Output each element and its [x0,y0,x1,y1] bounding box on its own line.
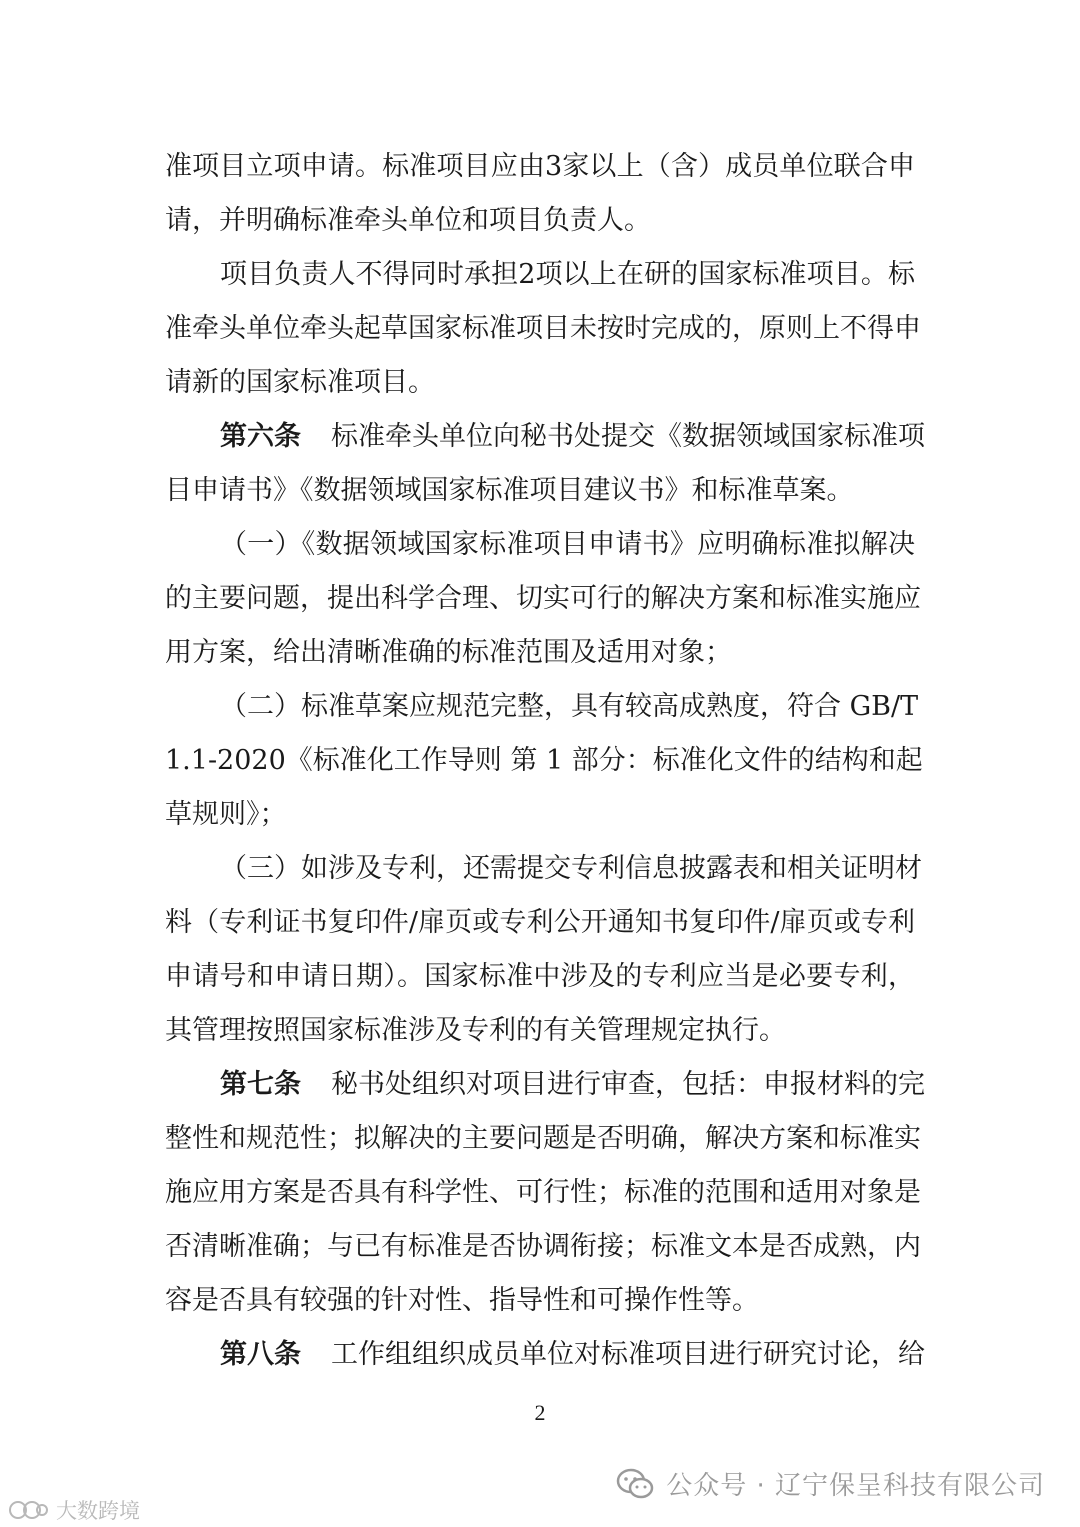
article-heading: 第七条 [220,1069,301,1100]
line-text: 目申请书》《数据领域国家标准项目建议书》和标准草案。 [165,475,854,506]
wechat-icon [616,1468,654,1500]
line-text: 请，并明确标准牵头单位和项目负责人。 [165,205,651,236]
line-text: 的主要问题，提出科学合理、切实可行的解决方案和标准实施应 [165,583,921,614]
article-heading: 第六条 [220,421,301,452]
line-text: 准牵头单位牵头起草国家标准项目未按时完成的，原则上不得申 [165,313,921,344]
line-text: 整性和规范性；拟解决的主要问题是否明确，解决方案和标准实 [165,1123,921,1154]
line-text: 申请号和申请日期）。国家标准中涉及的专利应当是必要专利， [165,961,915,992]
watermark [616,1465,1045,1502]
text-line [165,464,915,518]
line-text: 1.1-2020《标准化工作导则 第 1 部分：标准化文件的结构和起 [165,745,923,776]
article-heading: 第八条 [220,1339,301,1370]
line-text: 项目负责人不得同时承担2项以上在研的国家标准项目。标 [220,259,915,290]
text-line [165,896,915,950]
text-line [220,410,925,464]
text-line [165,1112,921,1166]
corner-watermark-text: 大数跨境 [56,1499,140,1523]
line-text: 料（专利证书复印件/扉页或专利公开通知书复印件/扉页或专利 [165,907,915,938]
text-line [165,356,915,410]
line-text: 用方案，给出清晰准确的标准范围及适用对象； [165,637,732,668]
line-text: （二）标准草案应规范完整，具有较高成熟度，符合 GB/T [220,691,919,722]
text-line [220,842,922,896]
text-line [165,734,923,788]
watermark-text: 公众号 · 辽宁保呈科技有限公司 [666,1471,1045,1501]
line-text: 施应用方案是否具有科学性、可行性；标准的范围和适用对象是 [165,1177,921,1208]
line-text: 容是否具有较强的针对性、指导性和可操作性等。 [165,1285,759,1316]
text-line [165,1220,921,1274]
line-text: 工作组组织成员单位对标准项目进行研究讨论，给 [331,1339,925,1370]
text-line [165,140,915,194]
line-text: 否清晰准确；与已有标准是否协调衔接；标准文本是否成熟，内 [165,1231,921,1262]
text-line [220,680,919,734]
text-line [165,1166,921,1220]
line-text: （一）《数据领域国家标准项目申请书》应明确标准拟解决 [220,529,915,560]
text-line [165,1274,915,1328]
text-line [165,302,921,356]
line-text: 请新的国家标准项目。 [165,367,435,398]
text-line [220,518,915,572]
text-line [220,1328,925,1382]
text-line [165,626,915,680]
text-line [165,572,921,626]
logo-icon [8,1499,50,1521]
line-text: （三）如涉及专利，还需提交专利信息披露表和相关证明材 [220,853,922,884]
text-line [165,788,915,842]
line-text: 秘书处组织对项目进行审查，包括：申报材料的完 [331,1069,925,1100]
line-text: 其管理按照国家标准涉及专利的有关管理规定执行。 [165,1015,786,1046]
text-line [165,950,915,1004]
page-number: 2 [534,1400,546,1425]
line-text: 草规则》； [165,799,287,830]
line-text: 标准牵头单位向秘书处提交《数据领域国家标准项 [331,421,925,452]
text-line [220,1058,925,1112]
text-line [220,248,915,302]
text-line [165,194,915,248]
corner-watermark [8,1495,140,1525]
text-line [165,1004,915,1058]
line-text: 准项目立项申请。标准项目应由3家以上（含）成员单位联合申 [165,151,915,182]
